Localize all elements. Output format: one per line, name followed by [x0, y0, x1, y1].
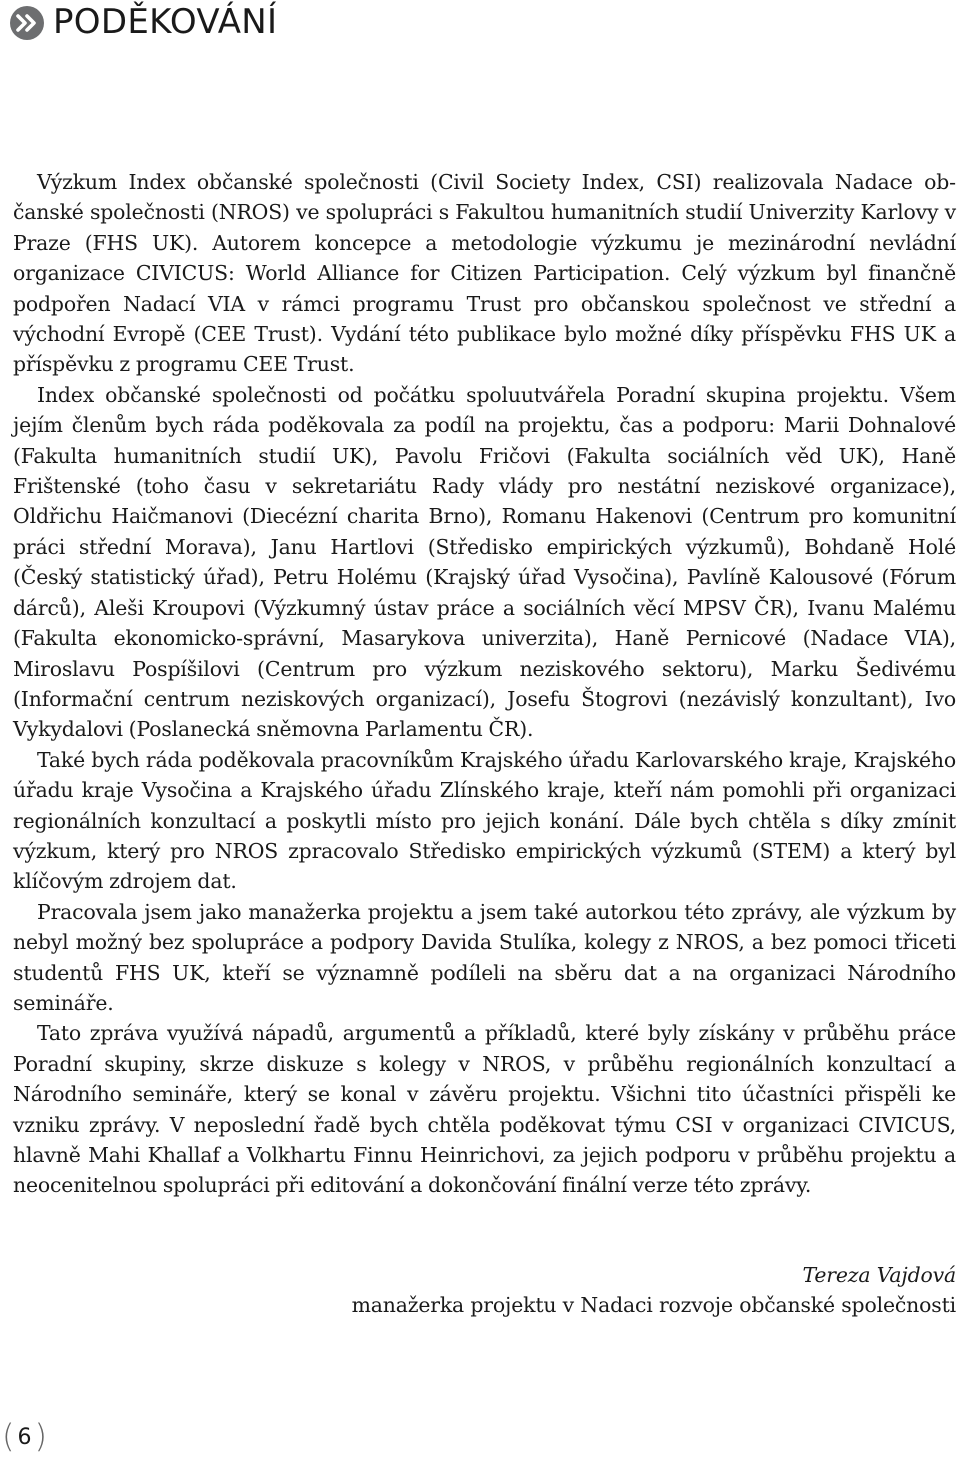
page-title: PODĚKOVÁNÍ [53, 2, 278, 42]
signature-name: Tereza Vajdová [802, 1263, 956, 1287]
page-number: ( 6 ) [2, 1418, 47, 1458]
page-number-value: 6 [17, 1425, 32, 1450]
paragraph-intro: Výzkum Index občanské společnosti (Civil Society Index, CSI) realizovala Nadace občanské společnosti (NROS) ve spolupráci s Fakultou humanitních studií Univerzity Karlovy v Praze (FHS UK). Autorem koncepce a metodologie výzkumu je mezinárodní nevládní organizace CIVICUS: World Alliance for Citizen Participation. Celý výzkum byl finančně podpořen Nadací VIA v rámci programu Trust pro občanskou společnost ve střední a východní Evropě (CEE Trust). Vydání této publikace bylo možné díky příspěvku FHS UK a příspěvku z programu CEE Trust. [13, 170, 956, 377]
paragraph-regional-offices: Také bych ráda poděkovala pracovníkům Krajského úřadu Karlovarského kraje, Krajského úřadu kraje Vysočina a Krajského úřadu Zlínského kraje, kteří nám pomohli při organizaci regionálních konzultací a poskytli místo pro jejich konání. Dále bych chtěla s díky zmínit výzkum, který pro NROS zpracovalo Středisko empirických výzkumů (STEM) a který byl klíčovým zdrojem dat. [13, 747, 956, 894]
double-chevron-right-icon [10, 6, 44, 40]
paragraph-closing: Tato zpráva využívá nápadů, argumentů a příkladů, které byly získány v průběhu práce Poradní skupiny, skrze diskuze s kolegy v NROS, v průběhu regionálních konzultací a Národního semináře, který se konal v závěru projektu. Všichni tito účastníci přispěli ke vzniku zprávy. V neposlední řadě bych chtěla poděkovat týmu CSI v organizaci CIVICUS, hlavně Mahi Khallaf a Volkhartu Finnu Heinrichovi, za jejich podporu v průběhu projektu a neocenitelnou spolupráci při editování a dokončování finální verze této zprávy. [13, 1021, 956, 1198]
signature-block [352, 1260, 956, 1321]
acknowledgements-body [13, 167, 956, 1201]
paragraph-advisory-group: Index občanské společnosti od počátku spoluutvářela Poradní skupina projektu. Všem jejím členům bych ráda poděkovala za podíl na projektu, čas a podporu: Marii Dohnalové (Fakulta humanitních studií UK), Pavolu Fričovi (Fakulta sociálních věd UK), Haně Frištenské (toho času v sekretariátu Rady vlády pro nestátní neziskové organizace), Oldřichu Haičmanovi (Diecézní charita Brno), Romanu Hakenovi (Centrum pro komunitní práci střední Morava), Janu Hartlovi (Středisko empirických výzkumů), Bohdaně Holé (Český statistický úřad), Petru Holému (Krajský úřad Vysočina), Pavlíně Kalousové (Fórum dárců), Aleši Kroupovi (Výzkumný ústav práce a sociálních věcí MPSV ČR), Ivanu Malému (Fakulta ekonomicko-správní, Masarykova univerzita), Haně Pernicové (Nadace VIA), Miroslavu Pospíšilovi (Centrum pro výzkum neziskového sektoru), Marku Šedivému (Informační centrum neziskových organizací), Josefu Štogrovi (nezávislý konzultant), Ivo Vykydalovi (Poslanecká sněmovna Parlamentu ČR). [13, 382, 956, 742]
page-header [10, 0, 277, 44]
signature-role: manažerka projektu v Nadaci rozvoje občanské společnosti [351, 1293, 956, 1318]
paragraph-project-manager: Pracovala jsem jako manažerka projektu a jsem také autorkou této zprávy, ale výzkum by nebyl možný bez spolupráce a podpory Davida Stulíka, kolegy z NROS, a bez pomoci třiceti studentů FHS UK, kteří se významně podíleli na sběru dat a na organizaci Národního semináře. [13, 899, 956, 1015]
